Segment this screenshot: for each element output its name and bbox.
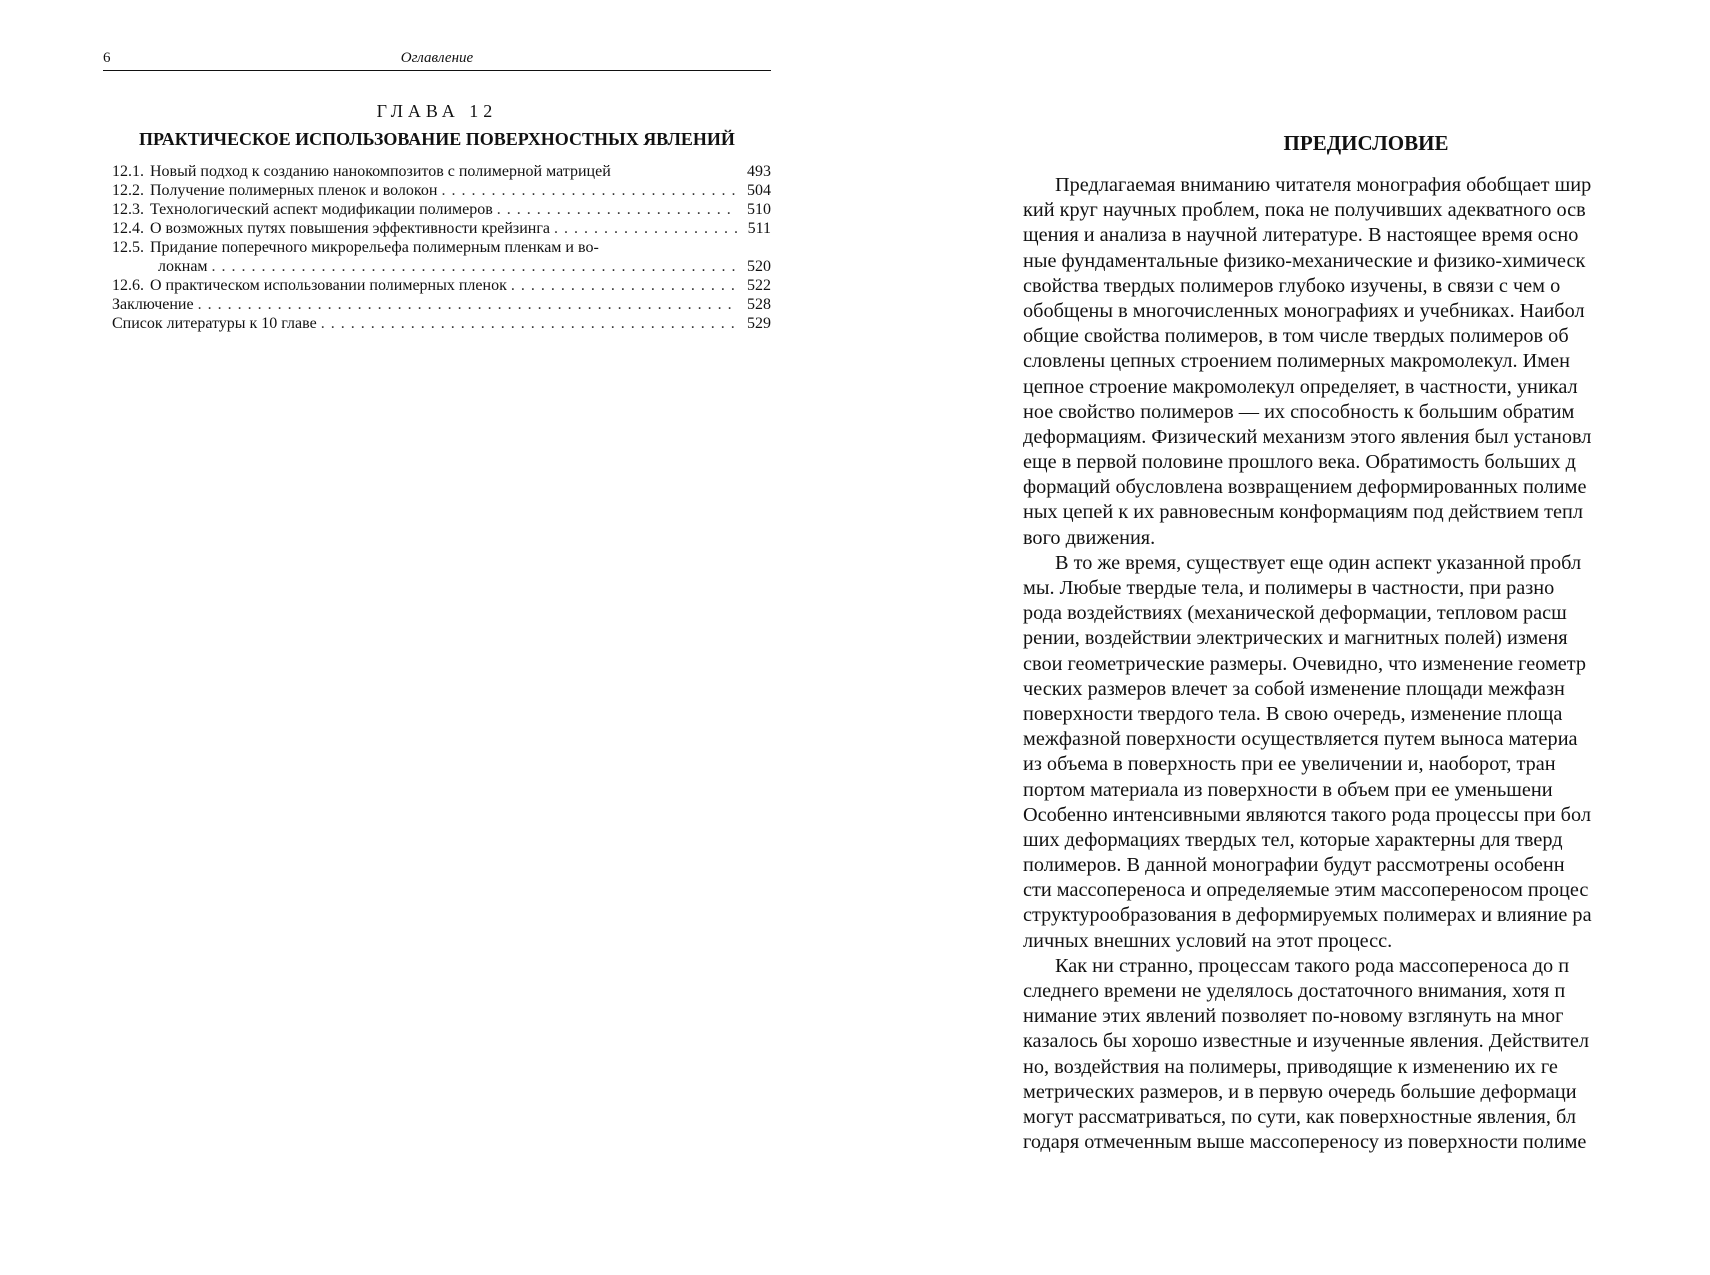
- toc-leader: [497, 200, 737, 219]
- text-line: словлены цепных строением полимерных макромолекул. Имен: [1023, 350, 1570, 373]
- text-line: свойства твердых полимеров глубоко изучены, в связи с чем о: [1023, 274, 1561, 297]
- toc-page: 528: [747, 296, 771, 313]
- text-line: межфазной поверхности осуществляется путем выноса материа: [1023, 728, 1578, 751]
- toc-page: 520: [747, 258, 771, 275]
- text-line: формаций обусловлена возвращением деформированных полиме: [1023, 476, 1587, 499]
- text-line: общие свойства полимеров, в том числе твердых полимеров об: [1023, 325, 1569, 348]
- text-line: нимание этих явлений позволяет по-новому взглянуть на мног: [1023, 1005, 1564, 1028]
- toc-number: 12.4.: [112, 220, 144, 237]
- text-line: из объема в поверхность при ее увеличении и, наоборот, тран: [1023, 753, 1556, 776]
- text-line: поверхности твердого тела. В свою очередь, изменение площа: [1023, 702, 1563, 725]
- toc-entry[interactable]: [112, 219, 771, 238]
- text-line: личных внешних условий на этот процесс.: [1023, 929, 1393, 952]
- text-line: портом материала из поверхности в объем при ее уменьшени: [1023, 778, 1553, 801]
- text-line: ших деформациях твердых тел, которые характерны для тверд: [1023, 828, 1563, 851]
- toc-number: 12.5.: [112, 239, 144, 256]
- text-line: полимеров. В данной монографии будут рассмотрены особенн: [1023, 854, 1565, 877]
- toc-entry[interactable]: [112, 200, 771, 219]
- text-line: щения и анализа в научной литературе. В настоящее время осно: [1023, 224, 1579, 247]
- text-line: следнего времени не уделялось достаточного внимания, хотя п: [1023, 980, 1566, 1002]
- toc-leader: [321, 314, 737, 333]
- toc-title: Заключение: [112, 296, 194, 313]
- right-page: [855, 0, 1710, 1275]
- toc-number: 12.1.: [112, 163, 144, 180]
- toc-title: Технологический аспект модификации полимеров: [150, 201, 493, 218]
- text-line: обобщены в многочисленных монографиях и учебниках. Наибол: [1023, 299, 1585, 322]
- toc-page: 504: [747, 182, 771, 199]
- toc-title: Новый подход к созданию нанокомпозитов с полимерной матрицей: [150, 163, 611, 180]
- text-line: свои геометрические размеры. Очевидно, что изменение геометр: [1023, 652, 1587, 675]
- text-line: ческих размеров влечет за собой изменение площади межфазн: [1023, 677, 1565, 700]
- toc-title: О практическом использовании полимерных пленок: [150, 277, 507, 294]
- text-line: В то же время, существует еще один аспект указанной пробл: [1055, 551, 1582, 574]
- text-line: рода воздействиях (механической деформации, тепловом расш: [1023, 602, 1567, 625]
- toc-entry-continuation[interactable]: [112, 257, 771, 276]
- toc-leader: [511, 276, 737, 295]
- text-line: ные фундаментальные физико-механические и физико-химическ: [1023, 249, 1586, 272]
- toc-title: Придание поперечного микрорельефа полимерным пленкам и во-: [150, 239, 599, 256]
- text-line: структурообразования в деформируемых полимерах и влияние ра: [1023, 904, 1592, 927]
- text-line: могут рассматриваться, по сути, как поверхностные явления, бл: [1023, 1105, 1576, 1128]
- text-line: метрических размеров, и в первую очередь большие деформаци: [1023, 1080, 1577, 1103]
- toc-number: 12.6.: [112, 277, 144, 294]
- toc-entry[interactable]: [112, 162, 771, 181]
- toc-entry[interactable]: [112, 314, 771, 333]
- text-line: казалось бы хорошо известные и изученные явления. Действител: [1023, 1030, 1589, 1053]
- toc-number: 12.3.: [112, 201, 144, 218]
- text-line: рении, воздействии электрических и магнитных полей) изменя: [1023, 627, 1568, 650]
- toc-page: 493: [747, 163, 771, 180]
- running-title: Оглавление: [400, 50, 474, 66]
- toc-leader: [441, 181, 737, 200]
- toc-title: Получение полимерных пленок и волокон: [150, 182, 438, 199]
- text-line: еще в первой половине прошлого века. Обратимость больших д: [1023, 451, 1576, 474]
- text-line: Как ни странно, процессам такого рода массопереноса до п: [1055, 954, 1570, 977]
- text-line: Предлагаемая вниманию читателя монография обобщает шир: [1055, 174, 1592, 196]
- text-line: цепное строение макромолекул определяет, в частности, уникал: [1023, 375, 1578, 398]
- toc-page: 522: [747, 277, 771, 294]
- toc-entry[interactable]: [112, 181, 771, 200]
- table-of-contents: [112, 162, 771, 333]
- text-line: вого движения.: [1023, 526, 1156, 549]
- toc-title: О возможных путях повышения эффективности крейзинга: [150, 220, 551, 237]
- preface-body: [1023, 173, 1710, 1155]
- text-line: Особенно интенсивными являются такого рода процессы при бол: [1023, 803, 1591, 826]
- text-line: кий круг научных проблем, пока не получивших адекватного осв: [1023, 199, 1586, 222]
- toc-entry[interactable]: [112, 295, 771, 314]
- chapter-title: ПРАКТИЧЕСКОЕ ИСПОЛЬЗОВАНИЕ ПОВЕРХНОСТНЫХ ЯВЛЕНИЙ: [139, 129, 735, 149]
- toc-number: 12.2.: [112, 182, 144, 199]
- running-head: [103, 49, 771, 71]
- toc-leader: [212, 257, 737, 276]
- text-line: мы. Любые твердые тела, и полимеры в частности, при разно: [1023, 577, 1555, 599]
- preface-heading: ПРЕДИСЛОВИЕ: [1283, 131, 1449, 155]
- toc-leader: [554, 219, 737, 238]
- text-line: деформациям. Физический механизм этого явления был установл: [1023, 425, 1592, 448]
- text-line: годаря отмеченным выше массопереносу из поверхности полиме: [1023, 1131, 1587, 1154]
- page-number: 6: [103, 50, 111, 66]
- text-line: ное свойство полимеров — их способность к большим обратим: [1023, 400, 1575, 423]
- chapter-label: ГЛАВА 12: [376, 101, 498, 121]
- toc-page: 511: [747, 220, 771, 237]
- toc-title-continuation: локнам: [158, 258, 208, 275]
- text-line: сти массопереноса и определяемые этим массопереносом процес: [1023, 879, 1589, 902]
- toc-entry[interactable]: [112, 276, 771, 295]
- toc-leader: [198, 295, 737, 314]
- text-line: но, воздействия на полимеры, приводящие к изменению их ге: [1023, 1055, 1558, 1078]
- text-line: ных цепей к их равновесным конформациям под действием тепл: [1023, 501, 1583, 524]
- toc-page: 510: [747, 201, 771, 218]
- toc-page: 529: [747, 315, 771, 332]
- toc-entry[interactable]: [112, 238, 771, 257]
- toc-title: Список литературы к 10 главе: [112, 315, 317, 332]
